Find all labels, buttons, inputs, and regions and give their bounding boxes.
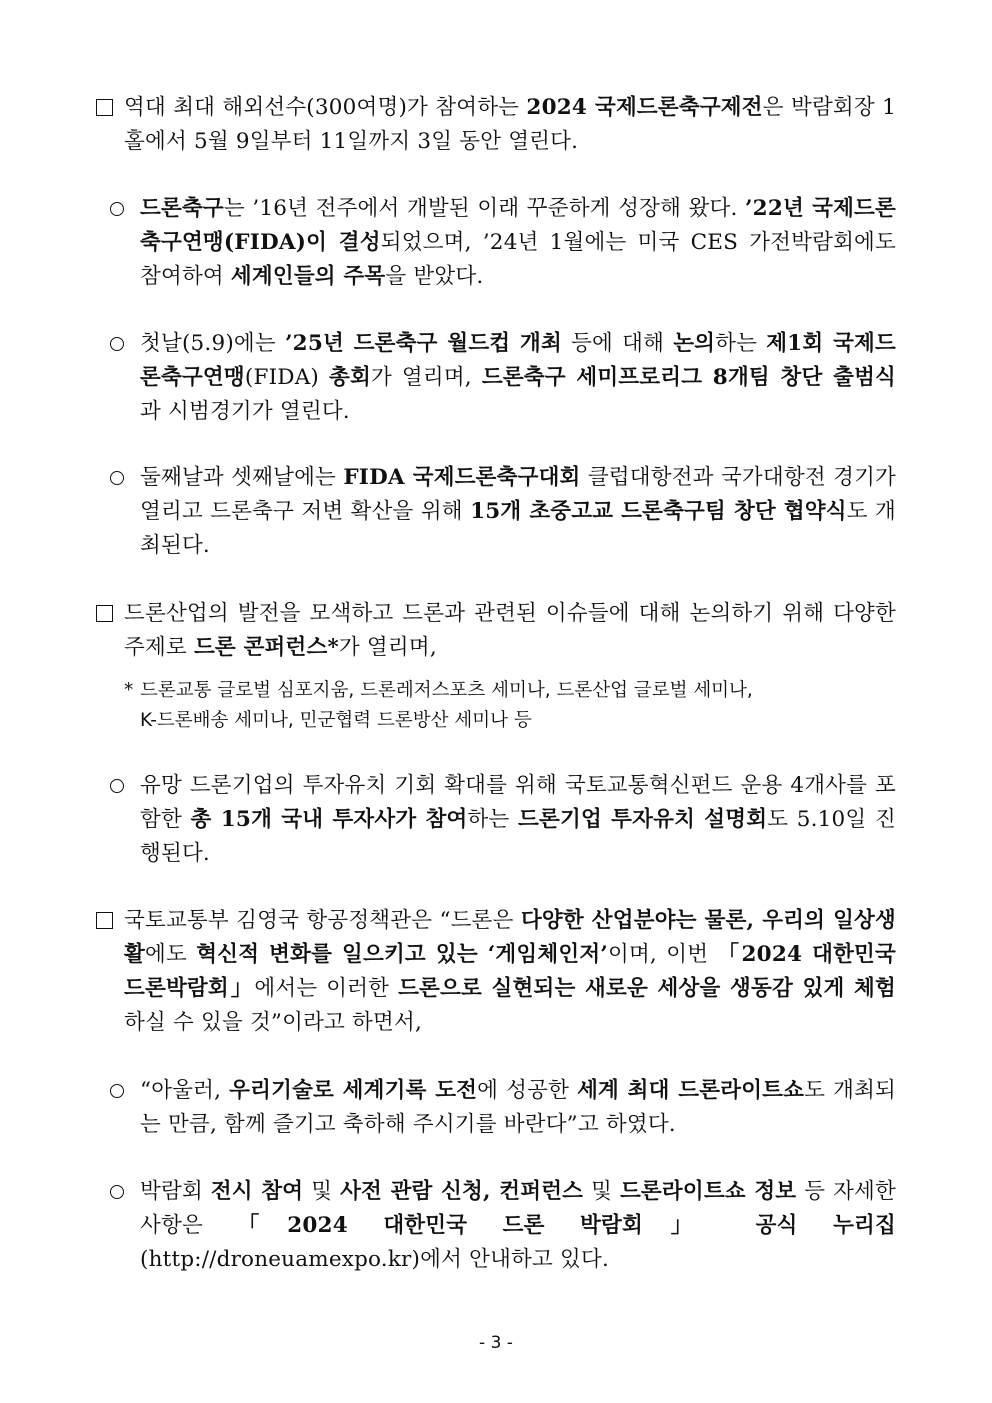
paragraph-text [124,904,896,1040]
paragraph-text [140,461,896,563]
text-run: 클럽대항전과 국가대항전 경기가 열리고 드론축구 저변 확산을 위해 [140,465,897,524]
circle-bullet-icon [110,1084,124,1098]
paragraph-text [140,327,896,429]
sub-paragraph [110,1074,896,1142]
sub-paragraph [110,769,896,871]
sub-paragraph [110,1175,896,1277]
paragraph-text [140,192,896,294]
sub-paragraph [110,327,896,429]
text-run: 국토교통부 김영국 항공정책관은 “드론은 [124,908,521,933]
paragraph-text [140,769,896,871]
text-run: 에도 [144,942,197,967]
footnote-line: 드론교통 글로벌 심포지움, 드론레저스포츠 세미나, 드론산업 글로벌 세미나, [140,680,753,701]
bold-text: 전시 참여 [210,1179,304,1204]
sub-paragraph [110,461,896,563]
bold-text: 사전 관람 신청, 컨퍼런스 [340,1179,584,1204]
footnote [124,676,884,736]
bold-text: 15개 초중고교 드론축구팀 창단 협약식 [470,499,847,524]
sub-paragraph [110,192,896,294]
text-run: 도 5.10일 진행된다. [140,807,896,866]
paragraph-text [124,91,896,159]
text-run: 가 열리며, [338,635,437,660]
text-run: 을 받았다. [385,264,484,289]
text-run: 는 ’16년 전주에서 개발된 이래 꾸준하게 성장해 왔다. [223,196,745,221]
bold-text: ’25년 드론축구 월드컵 개최 [284,331,562,356]
text-run: 하는 [715,331,767,356]
square-bullet-icon [96,99,113,116]
circle-bullet-icon [110,471,124,485]
text-run: 이며, 이번 [607,942,718,967]
text-run: 박람회 [140,1179,211,1204]
text-run: 은 박람회장 1홀에서 5월 9일부터 11일까지 3일 동안 열린다. [124,95,896,154]
bold-text: 드론으로 실현되는 새로운 세상을 생동감 있게 체험 [398,976,896,1001]
circle-bullet-icon [110,779,124,793]
bold-text: 제1회 국제드론축구연맹 [140,331,896,390]
bold-text: 우리기술로 세계기록 도전 [229,1078,478,1103]
text-run: 역대 최대 해외선수(300여명)가 참여하는 [124,95,527,120]
text-run: 에서는 이러한 [254,976,399,1001]
page-number: - 3 - [479,1333,513,1353]
bold-text: 「2024 대한민국 드론박람회」 [124,942,896,1001]
section-paragraph [96,91,896,159]
section-paragraph [96,597,896,665]
text-run: 과 시범경기가 열린다. [140,399,350,424]
text-run: 및 [583,1179,620,1204]
bold-text: 드론 콘퍼런스* [193,635,339,660]
bold-text: 세계인들의 주목 [230,264,386,289]
footnote-line: K-드론배송 세미나, 민군협력 드론방산 세미나 등 [140,710,532,731]
text-run: (http://droneuamexpo.kr)에서 안내하고 있다. [140,1247,609,1272]
circle-bullet-icon [110,1185,124,1199]
circle-bullet-icon [110,337,124,351]
text-run: 둘째날과 셋째날에는 [140,465,344,490]
text-run: 에 성공한 [477,1078,578,1103]
bold-text: 드론라이트쇼 정보 [619,1179,797,1204]
text-run: 등 자세한 사항은 [140,1179,896,1238]
bold-text: 총 15개 국내 투자사가 참여 [190,807,468,832]
square-bullet-icon [96,605,113,622]
text-run: 되었으며, ’24년 1월에는 미국 CES 가전박람회에도 참여하여 [140,230,896,289]
bold-text: 「2024 대한민국 드론 박람회」 공식 누리집 [237,1213,896,1238]
bold-text: FIDA 국제드론축구대회 [343,465,581,490]
circle-bullet-icon [110,202,124,216]
text-run: 드론산업의 발전을 모색하고 드론과 관련된 이슈들에 대해 논의하기 위해 다양한 주제로 [124,601,896,660]
bold-text: 드론기업 투자유치 설명회 [518,807,768,832]
paragraph-text [140,1074,896,1142]
text-run: 가 열리며, [370,365,482,390]
bold-text: 총회 [329,365,371,390]
bold-text: 혁신적 변화를 일으키고 있는 ‘게임체인저’ [196,942,608,967]
footnote-marker: * [124,680,134,701]
text-run: 도 개최되는 만큼, 함께 즐기고 축하해 주시기를 바란다”고 하였다. [140,1078,897,1137]
paragraph-text [140,1175,896,1277]
bold-text: 다양한 산업분야는 물론, 우리의 일상생활 [124,908,896,967]
text-run: 첫날(5.9)에는 [140,331,285,356]
text-run: 등에 대해 [561,331,674,356]
bold-text: 드론축구 세미프로리그 8개팀 창단 출범식 [481,365,897,390]
text-run: 하실 수 있을 것”이라고 하면서, [124,1010,422,1035]
paragraph-text [124,597,896,665]
text-run: 및 [303,1179,341,1204]
square-bullet-icon [96,912,113,929]
text-run: “아울러, [140,1078,230,1103]
text-run: 유망 드론기업의 투자유치 기회 확대를 위해 국토교통혁신펀드 운용 4개사를 포함한 [140,773,896,832]
section-paragraph [96,904,896,1040]
bold-text: ’22년 국제드론축구연맹(FIDA)이 결성 [140,196,896,255]
bold-text: 논의 [673,331,716,356]
text-run: 하는 [467,807,519,832]
text-run: (FIDA) [244,365,329,390]
bold-text: 드론축구 [140,196,224,221]
bold-text: 세계 최대 드론라이트쇼 [577,1078,805,1103]
text-run: 도 개최된다. [140,499,896,558]
bold-text: 2024 국제드론축구제전 [526,95,763,120]
